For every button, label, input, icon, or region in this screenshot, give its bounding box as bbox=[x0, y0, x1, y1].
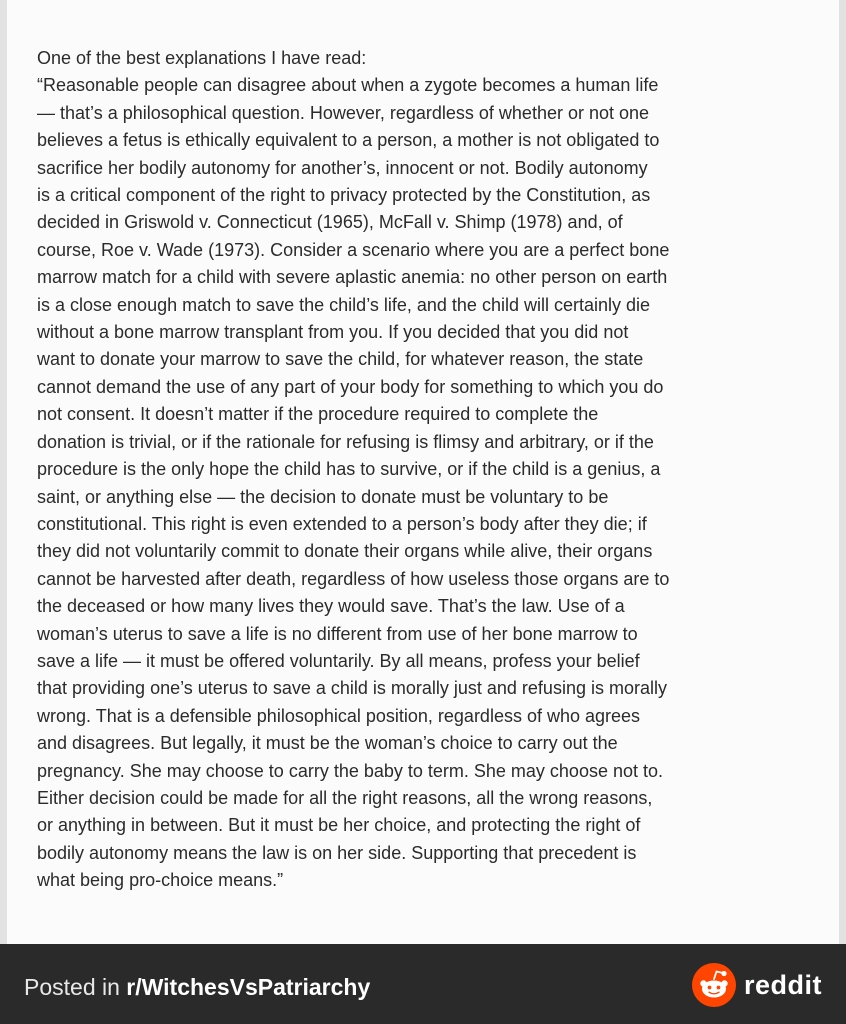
post-line: woman’s uterus to save a life is no different from use of her bone marrow to bbox=[37, 623, 638, 644]
post-line: marrow match for a child with severe aplastic anemia: no other person on earth bbox=[37, 267, 668, 288]
reddit-brand[interactable] bbox=[692, 963, 822, 1007]
post-line: not consent. It doesn’t matter if the procedure required to complete the bbox=[37, 404, 599, 425]
post-line: or anything in between. But it must be her choice, and protecting the right of bbox=[37, 815, 641, 836]
post-line: course, Roe v. Wade (1973). Consider a scenario where you are a perfect bone bbox=[37, 239, 670, 260]
post-line: “Reasonable people can disagree about when a zygote becomes a human life bbox=[37, 75, 659, 96]
post-line: constitutional. This right is even extended to a person’s body after they die; if bbox=[37, 513, 647, 534]
post-line: they did not voluntarily commit to donate their organs while alive, their organs bbox=[37, 541, 653, 562]
post-line: procedure is the only hope the child has to survive, or if the child is a genius, a bbox=[37, 459, 661, 480]
share-footer bbox=[0, 944, 846, 1024]
post-line: the deceased or how many lives they would save. That’s the law. Use of a bbox=[37, 596, 625, 617]
posted-in-label bbox=[24, 972, 370, 1002]
post-line: saint, or anything else — the decision to donate must be voluntary to be bbox=[37, 486, 609, 507]
post-line: is a close enough match to save the child’s life, and the child will certainly die bbox=[37, 294, 651, 315]
post-line: cannot be harvested after death, regardless of how useless those organs are to bbox=[37, 568, 670, 589]
post-line: One of the best explanations I have read: bbox=[37, 48, 367, 68]
post-body bbox=[37, 45, 815, 895]
post-line: pregnancy. She may choose to carry the baby to term. She may choose not to. bbox=[37, 760, 664, 781]
post-line: wrong. That is a defensible philosophical position, regardless of who agrees bbox=[37, 705, 641, 726]
post-line: cannot demand the use of any part of your body for something to which you do bbox=[37, 376, 664, 397]
reddit-snoo-icon bbox=[692, 963, 736, 1007]
left-border bbox=[0, 0, 7, 944]
post-line: decided in Griswold v. Connecticut (1965), McFall v. Shimp (1978) and, of bbox=[37, 212, 623, 233]
post-line: want to donate your marrow to save the child, for whatever reason, the state bbox=[37, 349, 644, 370]
post-line: donation is trivial, or if the rationale for refusing is flimsy and arbitrary, or if the bbox=[37, 431, 654, 452]
post-line: is a critical component of the right to privacy protected by the Constitution, as bbox=[37, 185, 651, 206]
post-line: believes a fetus is ethically equivalent to a person, a mother is not obligated to bbox=[37, 130, 660, 151]
subreddit-link[interactable]: r/WitchesVsPatriarchy bbox=[126, 974, 371, 1000]
post-line: sacrifice her bodily autonomy for another’s, innocent or not. Bodily autonomy bbox=[37, 157, 648, 178]
post-line: without a bone marrow transplant from you. If you decided that you did not bbox=[37, 322, 629, 343]
post-line: save a life — it must be offered voluntarily. By all means, profess your belief bbox=[37, 650, 640, 671]
post-line: bodily autonomy means the law is on her side. Supporting that precedent is bbox=[37, 842, 637, 863]
reddit-wordmark: reddit bbox=[743, 970, 822, 1000]
post-card bbox=[7, 0, 839, 944]
post-line: that providing one’s uterus to save a child is morally just and refusing is morally bbox=[37, 678, 667, 699]
post-line: — that’s a philosophical question. However, regardless of whether or not one bbox=[37, 102, 650, 123]
post-line: and disagrees. But legally, it must be the woman’s choice to carry out the bbox=[37, 733, 618, 754]
posted-in-prefix: Posted in bbox=[24, 974, 127, 1000]
post-line: Either decision could be made for all the right reasons, all the wrong reasons, bbox=[37, 787, 653, 808]
right-border bbox=[839, 0, 846, 944]
post-line: what being pro-choice means.” bbox=[37, 870, 284, 891]
